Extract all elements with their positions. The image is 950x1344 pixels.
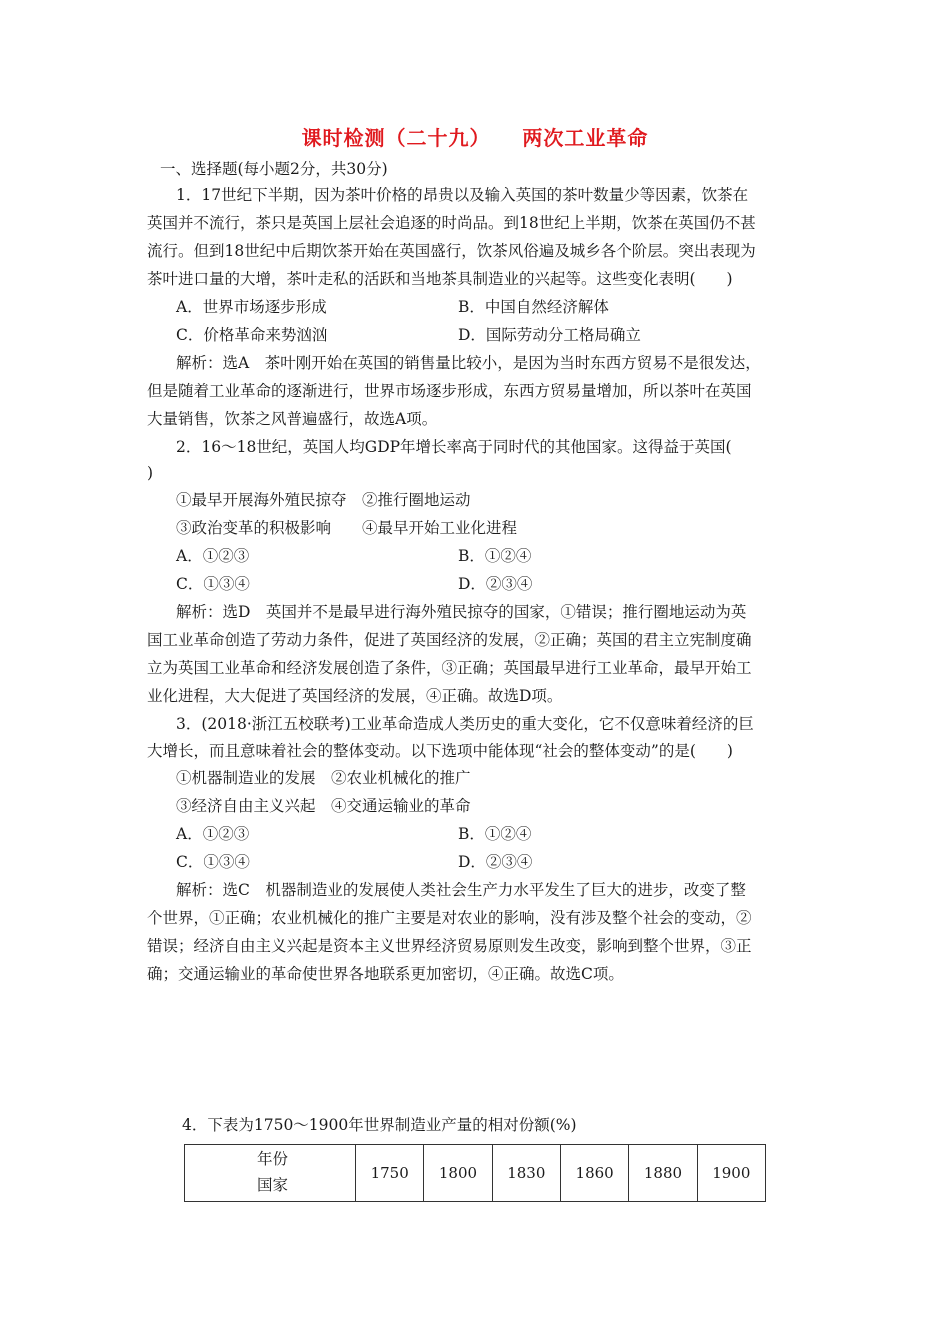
- q2-option-d: D．②③④: [458, 575, 533, 593]
- q2-item-line: ①最早开展海外殖民掠夺 ②推行圈地运动: [176, 491, 471, 509]
- q3-option-a: A．①②③: [176, 825, 250, 843]
- q1-option-b: B．中国自然经济解体: [458, 298, 609, 316]
- year-header-cell: 1860: [560, 1145, 628, 1202]
- year-header-cell: 1880: [629, 1145, 697, 1202]
- year-header-cell: 1830: [492, 1145, 560, 1202]
- q2-stem-line: 2．16～18世纪，英国人均GDP年增长率高于同时代的其他国家。这得益于英国(: [176, 438, 732, 456]
- q1-stem-line: 英国并不流行，茶只是英国上层社会追逐的时尚品。到18世纪上半期，饮茶在英国仍不甚: [147, 214, 756, 232]
- q3-option-c: C．①③④: [176, 853, 250, 871]
- q1-option-a: A．世界市场逐步形成: [176, 298, 327, 316]
- q2-option-a: A．①②③: [176, 547, 250, 565]
- section-heading: 一、选择题(每小题2分，共30分): [160, 160, 388, 178]
- year-header-cell: 1750: [356, 1145, 424, 1202]
- q2-item-line: ③政治变革的积极影响 ④最早开始工业化进程: [176, 519, 518, 537]
- q3-analysis-line: 错误；经济自由主义兴起是资本主义世界经济贸易原则发生改变，影响到整个世界，③正: [147, 937, 752, 955]
- q2-stem-line: ): [147, 464, 154, 482]
- table-corner-cell: [185, 1145, 356, 1202]
- q1-stem-line: 流行。但到18世纪中后期饮茶开始在英国盛行，饮茶风俗遍及城乡各个阶层。突出表现为: [147, 242, 756, 260]
- q1-stem-line: 茶叶进口量的大增，茶叶走私的活跃和当地茶具制造业的兴起等。这些变化表明( ): [147, 270, 733, 288]
- q3-analysis-line: 解析：选C 机器制造业的发展使人类社会生产力水平发生了巨大的进步，改变了整: [176, 881, 746, 899]
- q2-option-b: B．①②④: [458, 547, 532, 565]
- q3-analysis-line: 确；交通运输业的革命使世界各地联系更加密切，④正确。故选C项。: [147, 965, 624, 983]
- q2-option-c: C．①③④: [176, 575, 250, 593]
- corner-label-country: 国家: [257, 1176, 289, 1194]
- q3-analysis-line: 个世界，①正确；农业机械化的推广主要是对农业的影响，没有涉及整个社会的变动，②: [147, 909, 752, 927]
- page-title: 课时检测（二十九） 两次工业革命: [301, 126, 649, 150]
- table-header-row: [185, 1145, 766, 1202]
- q2-analysis-line: 业化进程，大大促进了英国经济的发展，④正确。故选D项。: [147, 687, 563, 705]
- year-header-cell: 1900: [697, 1145, 765, 1202]
- q2-analysis-line: 立为英国工业革命和经济发展创造了条件，③正确；英国最早进行工业革命，最早开始工: [147, 659, 752, 677]
- q1-analysis-line: 解析：选A 茶叶刚开始在英国的销售量比较小，是因为当时东西方贸易不是很发达，: [176, 354, 761, 372]
- q2-analysis-line: 国工业革命创造了劳动力条件，促进了英国经济的发展，②正确；英国的君主立宪制度确: [147, 631, 752, 649]
- corner-label-year: 年份: [257, 1150, 289, 1168]
- q3-option-b: B．①②④: [458, 825, 532, 843]
- q1-stem-line: 1．17世纪下半期，因为茶叶价格的昂贵以及输入英国的茶叶数量少等因素，饮茶在: [176, 186, 749, 204]
- q2-analysis-line: 解析：选D 英国并不是最早进行海外殖民掠夺的国家，①错误；推行圈地运动为英: [176, 603, 747, 621]
- q4-stem: 4．下表为1750～1900年世界制造业产量的相对份额(%): [182, 1116, 577, 1134]
- production-share-table: [184, 1144, 766, 1202]
- q1-analysis-line: 大量销售，饮茶之风普遍盛行，故选A项。: [147, 410, 438, 428]
- q1-option-d: D．国际劳动分工格局确立: [458, 326, 641, 344]
- year-header-cell: 1800: [424, 1145, 492, 1202]
- q1-option-c: C．价格革命来势汹汹: [176, 326, 328, 344]
- q3-option-d: D．②③④: [458, 853, 533, 871]
- q3-stem-line: 大增长，而且意味着社会的整体变动。以下选项中能体现“社会的整体变动”的是( ): [147, 742, 733, 760]
- q3-stem-line: 3．(2018·浙江五校联考)工业革命造成人类历史的重大变化，它不仅意味着经济的巨: [176, 715, 754, 733]
- q3-item-line: ①机器制造业的发展 ②农业机械化的推广: [176, 769, 471, 787]
- q3-item-line: ③经济自由主义兴起 ④交通运输业的革命: [176, 797, 471, 815]
- q1-analysis-line: 但是随着工业革命的逐渐进行，世界市场逐步形成，东西方贸易量增加，所以茶叶在英国: [147, 382, 752, 400]
